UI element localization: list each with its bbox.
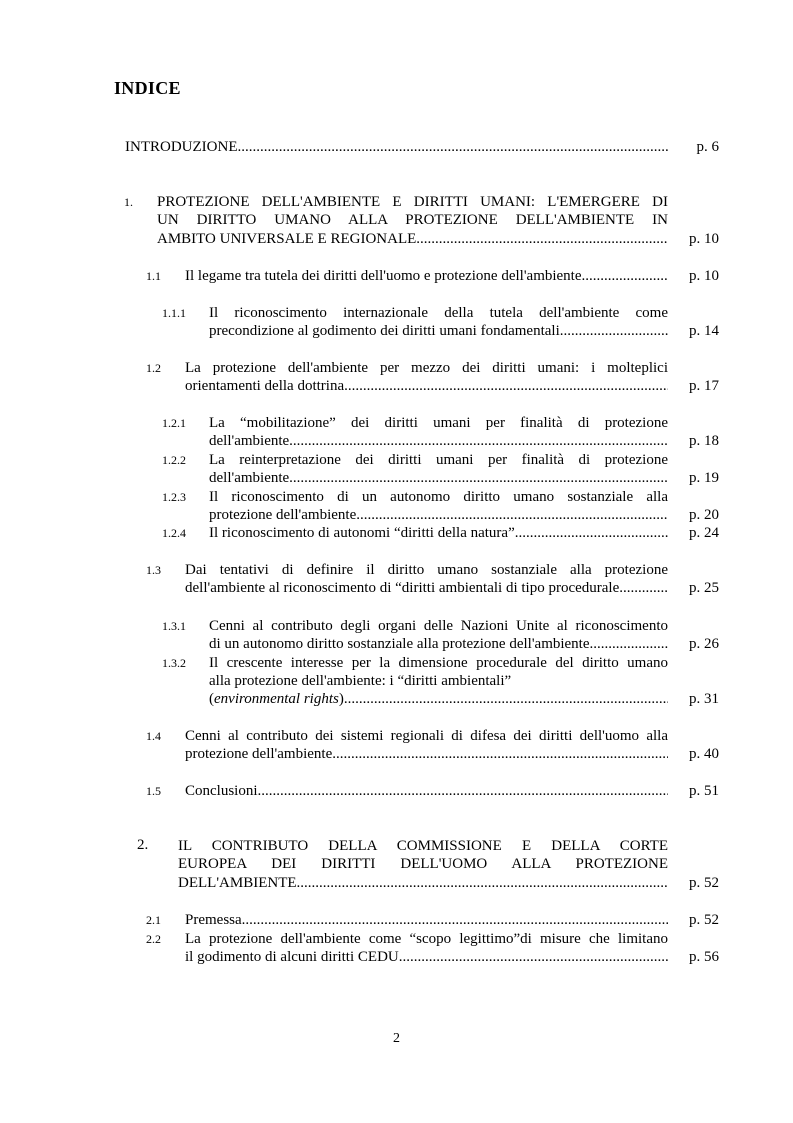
toc-page-number: p. 25	[689, 580, 719, 596]
toc-entry-text: dell'ambiente .....	[209, 469, 668, 487]
toc-entry-text: dell'ambiente .....	[209, 432, 668, 450]
toc-entry-text: Dai tentativi di definire il diritto umano sostanziale alla protezione	[185, 562, 668, 578]
toc-page-number: p. 31	[689, 691, 719, 707]
toc-entry-text: EUROPEA DEI DIRITTI DELL'UOMO ALLA PROTEZIONE	[178, 856, 668, 872]
toc-entry-text: UN DIRITTO UMANO ALLA PROTEZIONE DELL'AMBIENTE IN	[157, 212, 668, 228]
toc-section-number: 1.5	[146, 784, 161, 798]
toc-page-number: p. 17	[689, 378, 719, 394]
toc-page-number: p. 10	[689, 268, 719, 284]
toc-entry-text: DELL'AMBIENTE .....	[178, 874, 668, 892]
toc-entry-text: AMBITO UNIVERSALE E REGIONALE .....	[157, 230, 668, 248]
toc-page-number: p. 24	[689, 525, 719, 541]
toc-page-number: p. 18	[689, 433, 719, 449]
toc-entry-text: Premessa .....	[185, 911, 668, 929]
toc-entry-text: La protezione dell'ambiente come “scopo legittimo”di misure che limitano	[185, 931, 668, 947]
toc-subsection-number: 1.2.4	[162, 526, 186, 540]
toc-entry-text: dell'ambiente al riconoscimento di “diritti ambientali di tipo procedurale .....	[185, 579, 668, 597]
toc-section-number: 1.1	[146, 269, 161, 283]
toc-section-number: 1.4	[146, 729, 161, 743]
toc-page-number: p. 52	[689, 875, 719, 891]
toc-subsection-number: 1.1.1	[162, 306, 186, 320]
toc-entry-text: Il riconoscimento di autonomi “diritti della natura” .....	[209, 524, 668, 542]
toc-entry-text: orientamenti della dottrina .....	[185, 377, 668, 395]
toc-entry-text: protezione dell'ambiente .....	[185, 745, 668, 763]
toc-page-number: p. 10	[689, 231, 719, 247]
toc-entry-text: Conclusioni .....	[185, 782, 668, 800]
toc-page-number: p. 20	[689, 507, 719, 523]
toc-entry-text: precondizione al godimento dei diritti umani fondamentali .....	[209, 322, 668, 340]
toc-page-number: p. 19	[689, 470, 719, 486]
toc-section-number: 2.2	[146, 932, 161, 946]
toc-entry-italic: environmental rights	[214, 691, 339, 707]
toc-section-number: 2.1	[146, 913, 161, 927]
toc-entry-text: Il riconoscimento di un autonomo diritto umano sostanziale alla	[209, 489, 668, 505]
toc-entry-text: di un autonomo diritto sostanziale alla protezione dell'ambiente .....	[209, 635, 668, 653]
toc-subsection-number: 1.3.2	[162, 656, 186, 670]
page-title: INDICE	[114, 78, 181, 98]
toc-entry-text: La reinterpretazione dei diritti umani per finalità di protezione	[209, 452, 668, 468]
toc-entry-text: La protezione dell'ambiente per mezzo dei diritti umani: i molteplici	[185, 360, 668, 376]
toc-section-number: 1.3	[146, 563, 161, 577]
toc-entry-text: protezione dell'ambiente .....	[209, 506, 668, 524]
toc-entry-text: il godimento di alcuni diritti CEDU .....	[185, 948, 668, 966]
toc-page-number: p. 52	[689, 912, 719, 928]
toc-entry-text: Il legame tra tutela dei diritti dell'uomo e protezione dell'ambiente .....	[185, 267, 668, 285]
toc-page-number: p. 40	[689, 746, 719, 762]
toc-page-number: p. 56	[689, 949, 719, 965]
toc-entry-text: IL CONTRIBUTO DELLA COMMISSIONE E DELLA CORTE	[178, 838, 668, 854]
toc-chapter-number: 1.	[124, 195, 133, 209]
toc-page-number: p. 26	[689, 636, 719, 652]
toc-page-number: p. 14	[689, 323, 719, 339]
toc-entry-text: INTRODUZIONE .....	[125, 139, 668, 155]
toc-entry-text: Cenni al contributo degli organi delle Nazioni Unite al riconoscimento	[209, 618, 668, 634]
toc-subsection-number: 1.3.1	[162, 619, 186, 633]
toc-entry-text: La “mobilitazione” dei diritti umani per finalità di protezione	[209, 415, 668, 431]
toc-entry-text: PROTEZIONE DELL'AMBIENTE E DIRITTI UMANI: L'EMERGERE DI	[157, 194, 668, 210]
toc-entry-text: alla protezione dell'ambiente: i “diritti ambientali”	[209, 673, 512, 689]
toc-subsection-number: 1.2.1	[162, 416, 186, 430]
toc-section-number: 1.2	[146, 361, 161, 375]
toc-page-number: p. 6	[696, 139, 719, 155]
toc-subsection-number: 1.2.3	[162, 490, 186, 504]
toc-page-number: p. 51	[689, 783, 719, 799]
toc-subsection-number: 1.2.2	[162, 453, 186, 467]
toc-entry-text: Il riconoscimento internazionale della tutela dell'ambiente come	[209, 305, 668, 321]
page-footer-number: 2	[393, 1031, 400, 1046]
toc-entry-introduzione	[125, 138, 668, 156]
toc-entry-text: (environmental rights) .....	[209, 690, 668, 708]
toc-entry-text: Cenni al contributo dei sistemi regionali di difesa dei diritti dell'uomo alla	[185, 728, 668, 744]
toc-chapter-number: 2.	[137, 837, 149, 853]
toc-entry-text: Il crescente interesse per la dimensione procedurale del diritto umano	[209, 655, 668, 671]
